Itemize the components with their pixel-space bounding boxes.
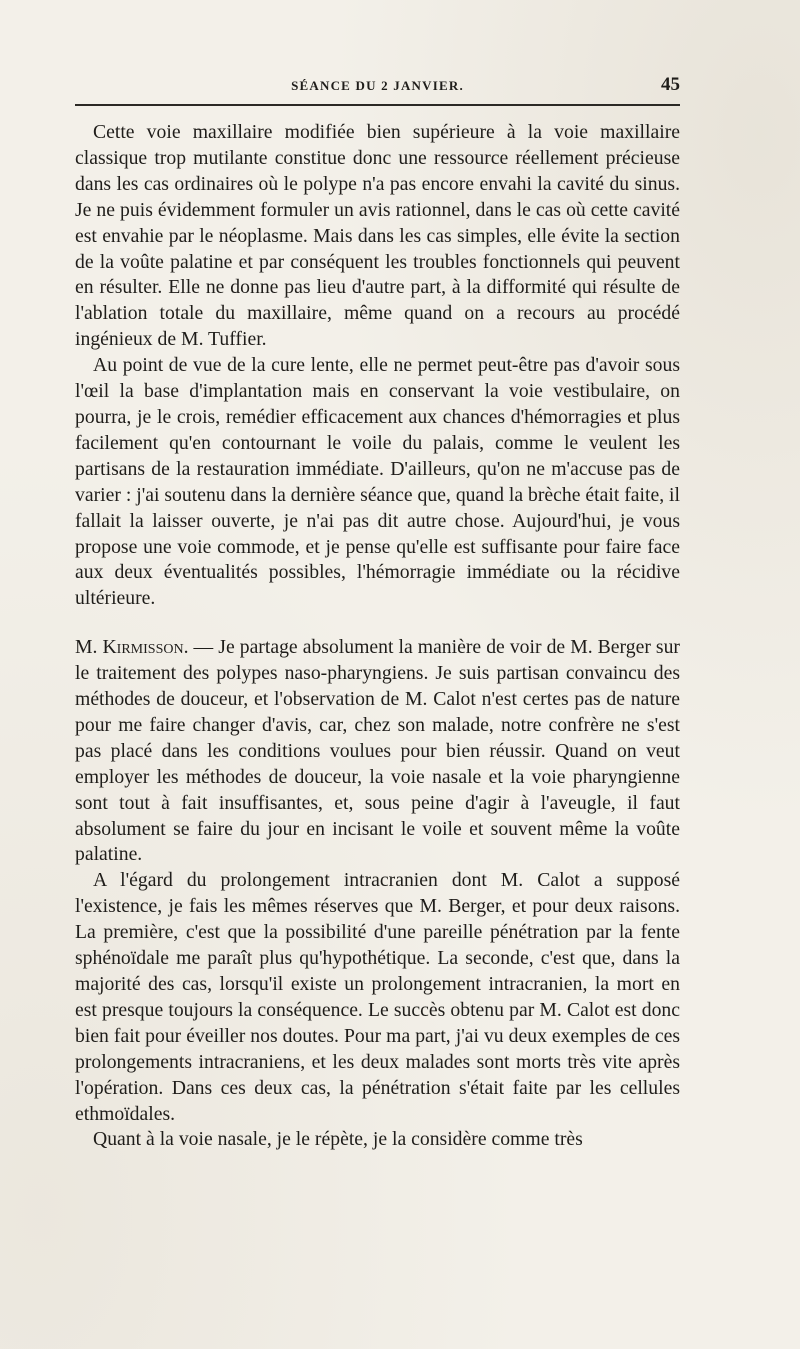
paragraph-maxillary-route: Cette voie maxillaire modifiée bien supérieure à la voie maxillaire classique trop mutilante constitue donc une ressource réellement précieuse dans les cas ordinaires où le polype n'a pas encore envahi la cavité du sinus. Je ne puis évidemment formuler un avis rationnel, dans le cas où cette cavité est envahie par le néoplasme. Mais dans les cas simples, elle évite la section de la voûte palatine et par conséquent les troubles fonctionnels qui peuvent en résulter. Elle ne donne pas lieu d'autre part, à la difformité qui résulte de l'ablation totale du maxillaire, même quand on a recours au procédé ingénieux de M. Tuffier. [75,121,680,351]
speaker-name: M. Kirmisson. [75,636,189,659]
running-title: SÉANCE DU 2 JANVIER. [291,78,464,93]
page-number: 45 [661,74,680,95]
page-header [75,70,680,106]
paragraph-kirmisson [75,635,680,868]
paragraph-nasal-route: Quant à la voie nasale, je le répète, je la considère comme très [93,1128,583,1151]
paragraph-kirmisson-text: — Je partage absolument la manière de voir de M. Berger sur le traitement des polypes naso-pharyngiens. Je suis partisan convaincu des méthodes de douceur, et l'observation de M. Calot n'est certes pas de nature pour me faire changer d'avis, car, chez son malade, notre confrère ne s'est pas placé dans les conditions voulues pour bien réussir. Quand on veut employer les méthodes de douceur, la voie nasale et la voie pharyngienne sont tout à fait insuffisantes, et, sous peine d'agir à l'aveugle, il faut absolument se faire du jour en incisant le voile et souvent même la voûte palatine. [75,636,680,866]
paragraph-intracranial-extension: A l'égard du prolongement intracranien dont M. Calot a supposé l'existence, je fais les mêmes réserves que M. Berger, et pour deux raisons. La première, c'est que la possibilité d'une pareille pénétration par la fente sphénoïdale me paraît plus qu'hypothétique. La seconde, c'est que, dans la majorité des cas, lorsqu'il existe un prolongement intracranien, la mort en est presque toujours la conséquence. Le succès obtenu par M. Calot est donc bien fait pour éveiller nos doutes. Pour ma part, j'ai vu deux exemples de ces prolongements intracraniens, et les deux malades sont morts très vite après l'opération. Dans ces deux cas, la pénétration s'était faite par les cellules ethmoïdales. [75,869,680,1125]
body-text [75,120,680,1153]
paragraph-slow-cure: Au point de vue de la cure lente, elle ne permet peut-être pas d'avoir sous l'œil la base d'implantation mais en conservant la voie vestibulaire, on pourra, je le crois, remédier efficacement aux chances d'hémorragies et plus facilement qu'en contournant le voile du palais, comme le veulent les partisans de la restauration immédiate. D'ailleurs, qu'on ne m'accuse pas de varier : j'ai soutenu dans la dernière séance que, quand la brèche était faite, il fallait la laisser ouverte, je n'ai pas dit autre chose. Aujourd'hui, je vous propose une voie commode, et je pense qu'elle est suffisante pour faire face aux deux éventualités possibles, l'hémorragie immédiate ou la récidive ultérieure. [75,354,680,610]
